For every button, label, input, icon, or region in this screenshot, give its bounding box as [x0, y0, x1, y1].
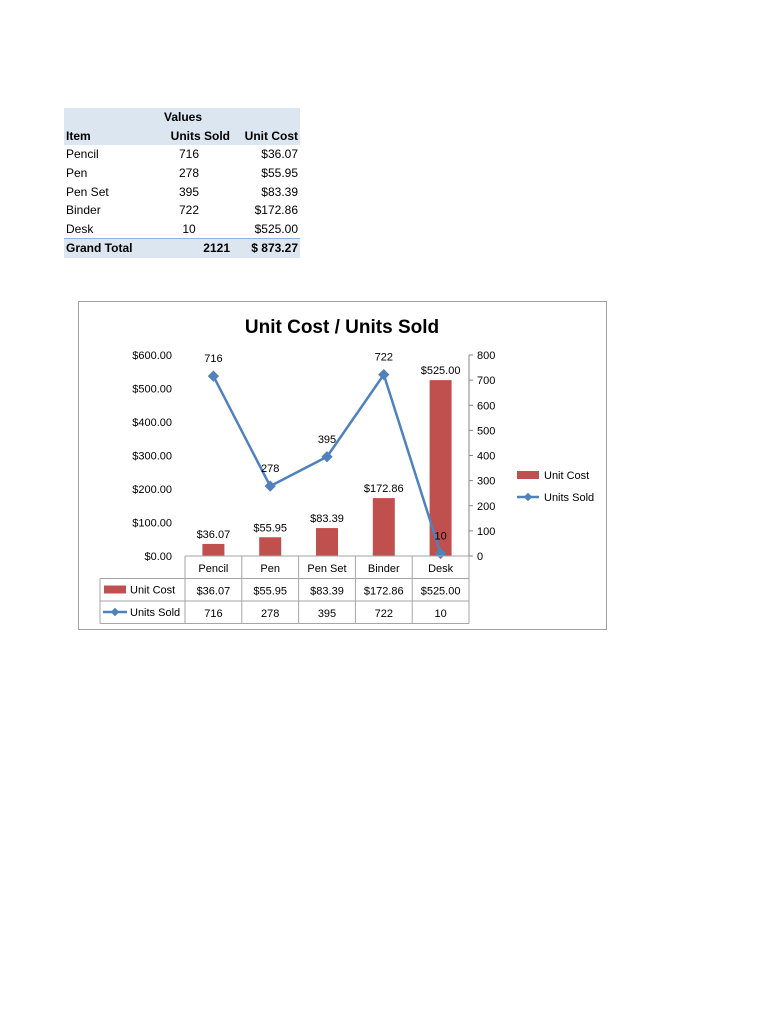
- row-units[interactable]: 395: [178, 184, 200, 199]
- line-marker-units-sold: [265, 480, 276, 491]
- legend-key-unit-cost: [104, 586, 126, 594]
- data-table-cell: 395: [317, 608, 337, 620]
- right-axis-tick: 700: [477, 375, 496, 388]
- line-data-label: 10: [434, 530, 447, 543]
- left-axis-tick: $0.00: [144, 551, 172, 563]
- row-item[interactable]: Pen: [66, 166, 88, 181]
- grand-total-row: [64, 239, 300, 258]
- combo-chart[interactable]: [78, 301, 607, 630]
- row-item[interactable]: Desk: [66, 221, 94, 236]
- header-units-sold[interactable]: Units Sold: [146, 127, 232, 146]
- line-data-label: 716: [204, 353, 223, 366]
- data-table-cell: $83.39: [310, 585, 344, 598]
- total-item[interactable]: Grand Total: [64, 239, 146, 258]
- left-axis-tick: $300.00: [132, 450, 172, 463]
- data-table-cell: $172.86: [363, 585, 404, 598]
- pivot-table: [64, 108, 300, 258]
- x-axis-tick: Pen Set: [307, 563, 347, 575]
- line-data-label: 278: [261, 463, 280, 476]
- line-data-label: 722: [374, 351, 393, 364]
- table-row: [64, 145, 300, 164]
- table-row: [64, 201, 300, 220]
- values-label: Values: [146, 108, 232, 127]
- legend-key-marker: [111, 608, 119, 616]
- right-axis-tick: 0: [477, 551, 484, 563]
- row-units[interactable]: 716: [178, 147, 200, 162]
- bar-unit-cost: [373, 498, 395, 556]
- data-table-row-label: Units Sold: [130, 607, 181, 619]
- bar-data-label: $172.86: [363, 483, 404, 496]
- x-axis-tick: Pen: [260, 563, 280, 575]
- right-axis-tick: 100: [477, 525, 496, 538]
- right-axis-tick: 800: [477, 350, 496, 362]
- legend-label: Unit Cost: [544, 470, 590, 482]
- data-table-cell: 10: [434, 608, 447, 620]
- row-units[interactable]: 278: [178, 166, 200, 181]
- chart-svg: [79, 302, 606, 629]
- x-axis-tick: Binder: [367, 563, 400, 575]
- total-units[interactable]: 2121: [146, 239, 232, 258]
- right-axis-tick: 600: [477, 400, 496, 413]
- data-table-cell: 716: [204, 608, 223, 620]
- right-axis-tick: 400: [477, 450, 496, 463]
- data-table-cell: $36.07: [196, 585, 231, 598]
- row-cost[interactable]: $55.95: [261, 166, 298, 181]
- row-units[interactable]: 722: [178, 203, 200, 218]
- data-table-cell: $55.95: [253, 585, 288, 598]
- line-marker-units-sold: [208, 370, 219, 381]
- row-cost[interactable]: $525.00: [254, 221, 298, 236]
- data-table-cell: 722: [374, 608, 393, 620]
- data-table-cell: $525.00: [420, 585, 461, 598]
- x-axis-tick: Desk: [428, 563, 454, 575]
- total-cost[interactable]: $ 873.27: [232, 239, 300, 258]
- left-axis-tick: $100.00: [132, 517, 172, 530]
- row-cost[interactable]: $36.07: [261, 147, 298, 162]
- right-axis-tick: 500: [477, 425, 496, 438]
- bar-data-label: $525.00: [420, 365, 461, 378]
- line-data-label: 395: [317, 433, 337, 446]
- pivot-header-row: [64, 127, 300, 146]
- legend-swatch-unit-cost: [517, 471, 539, 479]
- table-row: [64, 182, 300, 201]
- x-axis-tick: Pencil: [198, 563, 229, 575]
- line-units-sold: [213, 375, 440, 554]
- left-axis-tick: $600.00: [132, 350, 172, 362]
- data-table-row-label: Unit Cost: [130, 584, 176, 597]
- header-unit-cost[interactable]: Unit Cost: [232, 127, 300, 146]
- row-cost[interactable]: $83.39: [261, 184, 298, 199]
- legend-label: Units Sold: [544, 492, 595, 504]
- left-axis-tick: $400.00: [132, 417, 172, 429]
- data-table-cell: 278: [261, 608, 280, 620]
- left-axis-tick: $200.00: [132, 484, 172, 496]
- row-units[interactable]: 10: [182, 221, 196, 236]
- pivot-values-row: [64, 108, 300, 127]
- bar-unit-cost: [202, 544, 224, 556]
- table-row: [64, 164, 300, 183]
- bar-unit-cost: [316, 528, 338, 556]
- row-cost[interactable]: $172.86: [254, 203, 298, 218]
- row-item[interactable]: Pencil: [66, 147, 99, 162]
- chart-title: Unit Cost / Units Sold: [244, 317, 440, 338]
- table-row: [64, 220, 300, 239]
- left-axis-tick: $500.00: [132, 383, 172, 396]
- bar-data-label: $36.07: [196, 528, 231, 541]
- right-axis-tick: 200: [477, 500, 496, 513]
- legend-marker-units-sold: [524, 493, 532, 501]
- row-item[interactable]: Pen Set: [66, 184, 109, 199]
- bar-unit-cost: [259, 537, 281, 556]
- row-item[interactable]: Binder: [66, 203, 101, 218]
- bar-data-label: $83.39: [310, 513, 344, 526]
- right-axis-tick: 300: [477, 475, 496, 488]
- header-item[interactable]: Item: [64, 127, 146, 146]
- bar-data-label: $55.95: [253, 522, 288, 535]
